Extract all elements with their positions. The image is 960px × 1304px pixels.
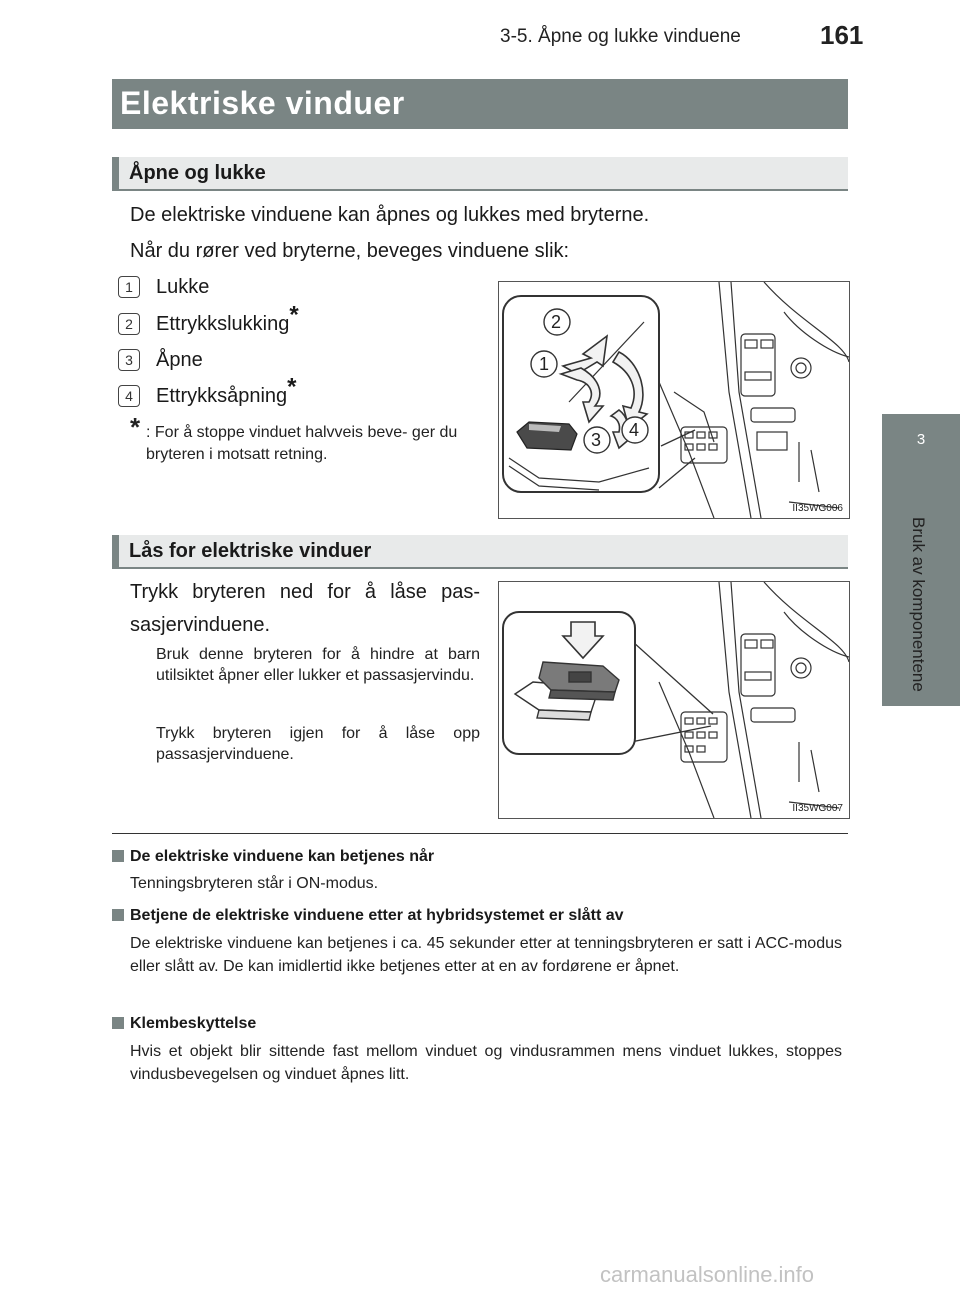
figure-window-lock-switch xyxy=(498,581,850,819)
note-body: Hvis et objekt blir sittende fast mellom vinduet og vindusrammen mens vinduet lukkes, stoppes vindusbevegelsen og vinduet åpnes litt. xyxy=(130,1043,842,1083)
watermark: carmanualsonline.info xyxy=(600,1262,815,1287)
square-bullet-icon xyxy=(112,850,124,862)
note-body: Tenningsbryteren står i ON-modus. xyxy=(130,875,379,892)
subheading-window-lock: Lås for elektriske vinduer xyxy=(112,535,848,569)
svg-text:1: 1 xyxy=(539,354,550,374)
svg-text:4: 4 xyxy=(629,420,640,440)
figure-code: II35WG006 xyxy=(792,503,843,514)
note-title: De elektriske vinduene kan betjenes når xyxy=(112,846,434,868)
note-title: Klembeskyttelse xyxy=(112,1013,256,1035)
asterisk-marker: * xyxy=(287,373,297,401)
step-label: Ettrykksåpning* xyxy=(156,373,297,407)
step-label: Åpne xyxy=(156,349,203,371)
svg-text:3: 3 xyxy=(591,430,602,450)
square-bullet-icon xyxy=(112,1017,124,1029)
footnote-text: : For å stoppe vinduet halvveis beve- ger du bryteren i motsatt retning. xyxy=(146,424,458,463)
step-number-badge: 2 xyxy=(118,313,140,335)
lock-note-2: Trykk bryteren igjen for å låse opp passasjervinduene. xyxy=(156,725,480,763)
divider xyxy=(112,833,848,834)
step-number-badge: 4 xyxy=(118,385,140,407)
svg-text:2: 2 xyxy=(551,312,562,332)
lock-note-1: Bruk denne bryteren for å hindre at barn utilsiktet åpner eller lukker et passasjervindu. xyxy=(156,646,480,684)
square-bullet-icon xyxy=(112,909,124,921)
chapter-label: Bruk av komponentene xyxy=(909,517,928,692)
figure-window-switch xyxy=(498,281,850,519)
section-banner xyxy=(112,79,848,129)
running-head: 3-5. Åpne og lukke vinduene xyxy=(500,26,741,47)
intro-text-2: Når du rører ved bryterne, beveges vinduene slik: xyxy=(130,240,570,262)
intro-text-1: De elektriske vinduene kan åpnes og lukkes med bryterne. xyxy=(130,204,650,226)
note-title: Betjene de elektriske vinduene etter at hybridsystemet er slått av xyxy=(112,905,624,927)
footnote-asterisk: * xyxy=(130,412,141,442)
step-number-badge: 1 xyxy=(118,276,140,298)
step-label: Lukke xyxy=(156,276,210,298)
subheading-open-close: Åpne og lukke xyxy=(112,157,848,191)
note-body: De elektriske vinduene kan betjenes i ca. 45 sekunder etter at tenningsbryteren er satt i ACC-modus eller slått av. De kan imidlertid ikke betjenes etter at en av fordørene er åpnet. xyxy=(130,935,842,975)
asterisk-marker: * xyxy=(289,301,299,329)
step-number-badge: 3 xyxy=(118,349,140,371)
lock-instruction: Trykk bryteren ned for å låse pas- sasjervinduene. xyxy=(130,581,480,636)
figure-code: II35WG007 xyxy=(792,803,843,814)
page-number: 161 xyxy=(820,20,864,50)
step-label: Ettrykkslukking* xyxy=(156,301,299,335)
lock-switch-illustration xyxy=(499,582,849,818)
section-title: Elektriske vinduer xyxy=(120,85,405,121)
chapter-number: 3 xyxy=(916,431,926,448)
window-switch-illustration xyxy=(499,282,849,518)
